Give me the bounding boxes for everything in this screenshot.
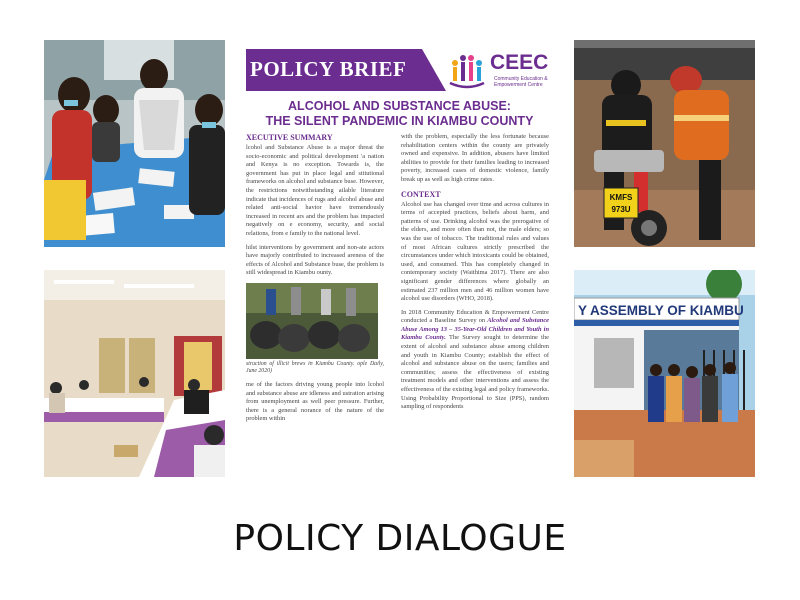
- photo-conference-room: [44, 270, 225, 477]
- context-heading: CONTEXT: [401, 189, 441, 199]
- photo-assembly-image: [574, 270, 755, 477]
- brief-title-line1: ALCOHOL AND SUBSTANCE ABUSE:: [288, 99, 511, 113]
- exec-paragraph-2: hilst interventions by government and non-ate actors have majorly contributed to increased areness of the effects of Alcohol and Substance buse, the problem is still widespread in Kiambu ounty.: [246, 243, 384, 277]
- plate-line1: KMFS: [609, 193, 633, 202]
- photo-county-assembly: [574, 270, 755, 477]
- photo-motorbike: [574, 40, 755, 247]
- plate-line2: 973U: [611, 205, 631, 214]
- brief-header: [246, 49, 553, 91]
- brief-title-line2: THE SILENT PANDEMIC IN KIAMBU COUNTY: [265, 114, 534, 128]
- survey-title-emphasis: Alcohol and Substance Abuse Among 13 – 35-Year-Old Children and Youth in Kiambu County.: [401, 317, 549, 342]
- ceec-org-name: CEEC: [490, 51, 549, 74]
- brief-band-label: POLICY BRIEF: [250, 57, 407, 81]
- context-paragraph-1: Alcohol use has changed over time and across cultures in terms of accepted practices, beliefs about harm, and patterns of use. Drinking alcohol was the prerogative of the elders, and more often than not, the male elders; so was the use of tobacco. The traditional rules and values of most African cultures strictly prescribed the circumstances under which intoxicants could be obtained, used, and consumed. This has completely changed in contemporary society (Waithima 2017). There are also significant gender differences where globally an estimated 237 million men and 46 million women have alcohol use disorders (WHO, 2018).: [401, 200, 549, 303]
- exec-paragraph-3: me of the factors driving young people into lcohol and substance abuse are idleness and ustration arising from unemployment as well peer pressure. Further, there is a general norance of the nature of the problem within: [246, 380, 384, 423]
- brief-right-column: [401, 133, 549, 417]
- ceec-org-subtitle: Community Education & Empowerment Centre: [494, 76, 548, 88]
- ceec-logo-icon: [447, 49, 487, 91]
- photo-workshop: [44, 40, 225, 247]
- assembly-sign-text: Y ASSEMBLY OF KIAMBU: [578, 303, 744, 318]
- exec-paragraph-1: lcohol and Substance Abuse is a major threat the socio-economic and political development 'a nation and Kenya is no exception. Towards is, the government has put in place legal and stitutional frameworks on alcohol and substance buse. However, the restrictions notwithstanding ailable literature indicate that incidences of rugs and alcohol abuse and related anti-social havior have tremendously increased in recent ars and the problem has impacted negatively on e economy, security, and social relations, from e family to the national level.: [246, 144, 384, 237]
- policy-dialogue-title: POLICY DIALOGUE: [233, 518, 567, 559]
- photo-workshop-image: [44, 40, 225, 247]
- context-p2-end: The Survey sought to determine the extent of alcohol and substance abuse among children and youth in Kiambu County; establish the effect of alcohol and substance abuse on the users; families and communities; assess the effectiveness of existing treatment models and other interventions and assess the effectiveness of the existing legal and policy frameworks. Using Probability Proportional to Size (PPS), random sampling of respondents: [401, 334, 549, 411]
- context-p2-start: In 2018 Community Education & Empowerment Centre conducted a Baseline Survey on: [401, 308, 549, 325]
- brief-left-column: [246, 133, 384, 429]
- photo-conference-image: [44, 270, 225, 477]
- photo-motorbike-image: [574, 40, 755, 247]
- context-paragraph-2: [401, 309, 549, 412]
- brief-title: [246, 99, 553, 129]
- illicit-brew-photo: [246, 283, 378, 359]
- exec-summary-heading: XECUTIVE SUMMARY: [246, 133, 333, 142]
- policy-brief-document: [246, 41, 553, 477]
- right-paragraph-1: with the problem, especially the less fortunate because rehabilitation centers within the county are privately owned and expensive. In addition, abusers have limited abilities to provide for their families leading to increased poverty, increased cases of domestic violence, family break up as well as high crime rates.: [401, 133, 549, 183]
- photo-caption: struction of illicit brews in Kiambu County. ople Daily, June 2020): [246, 360, 384, 375]
